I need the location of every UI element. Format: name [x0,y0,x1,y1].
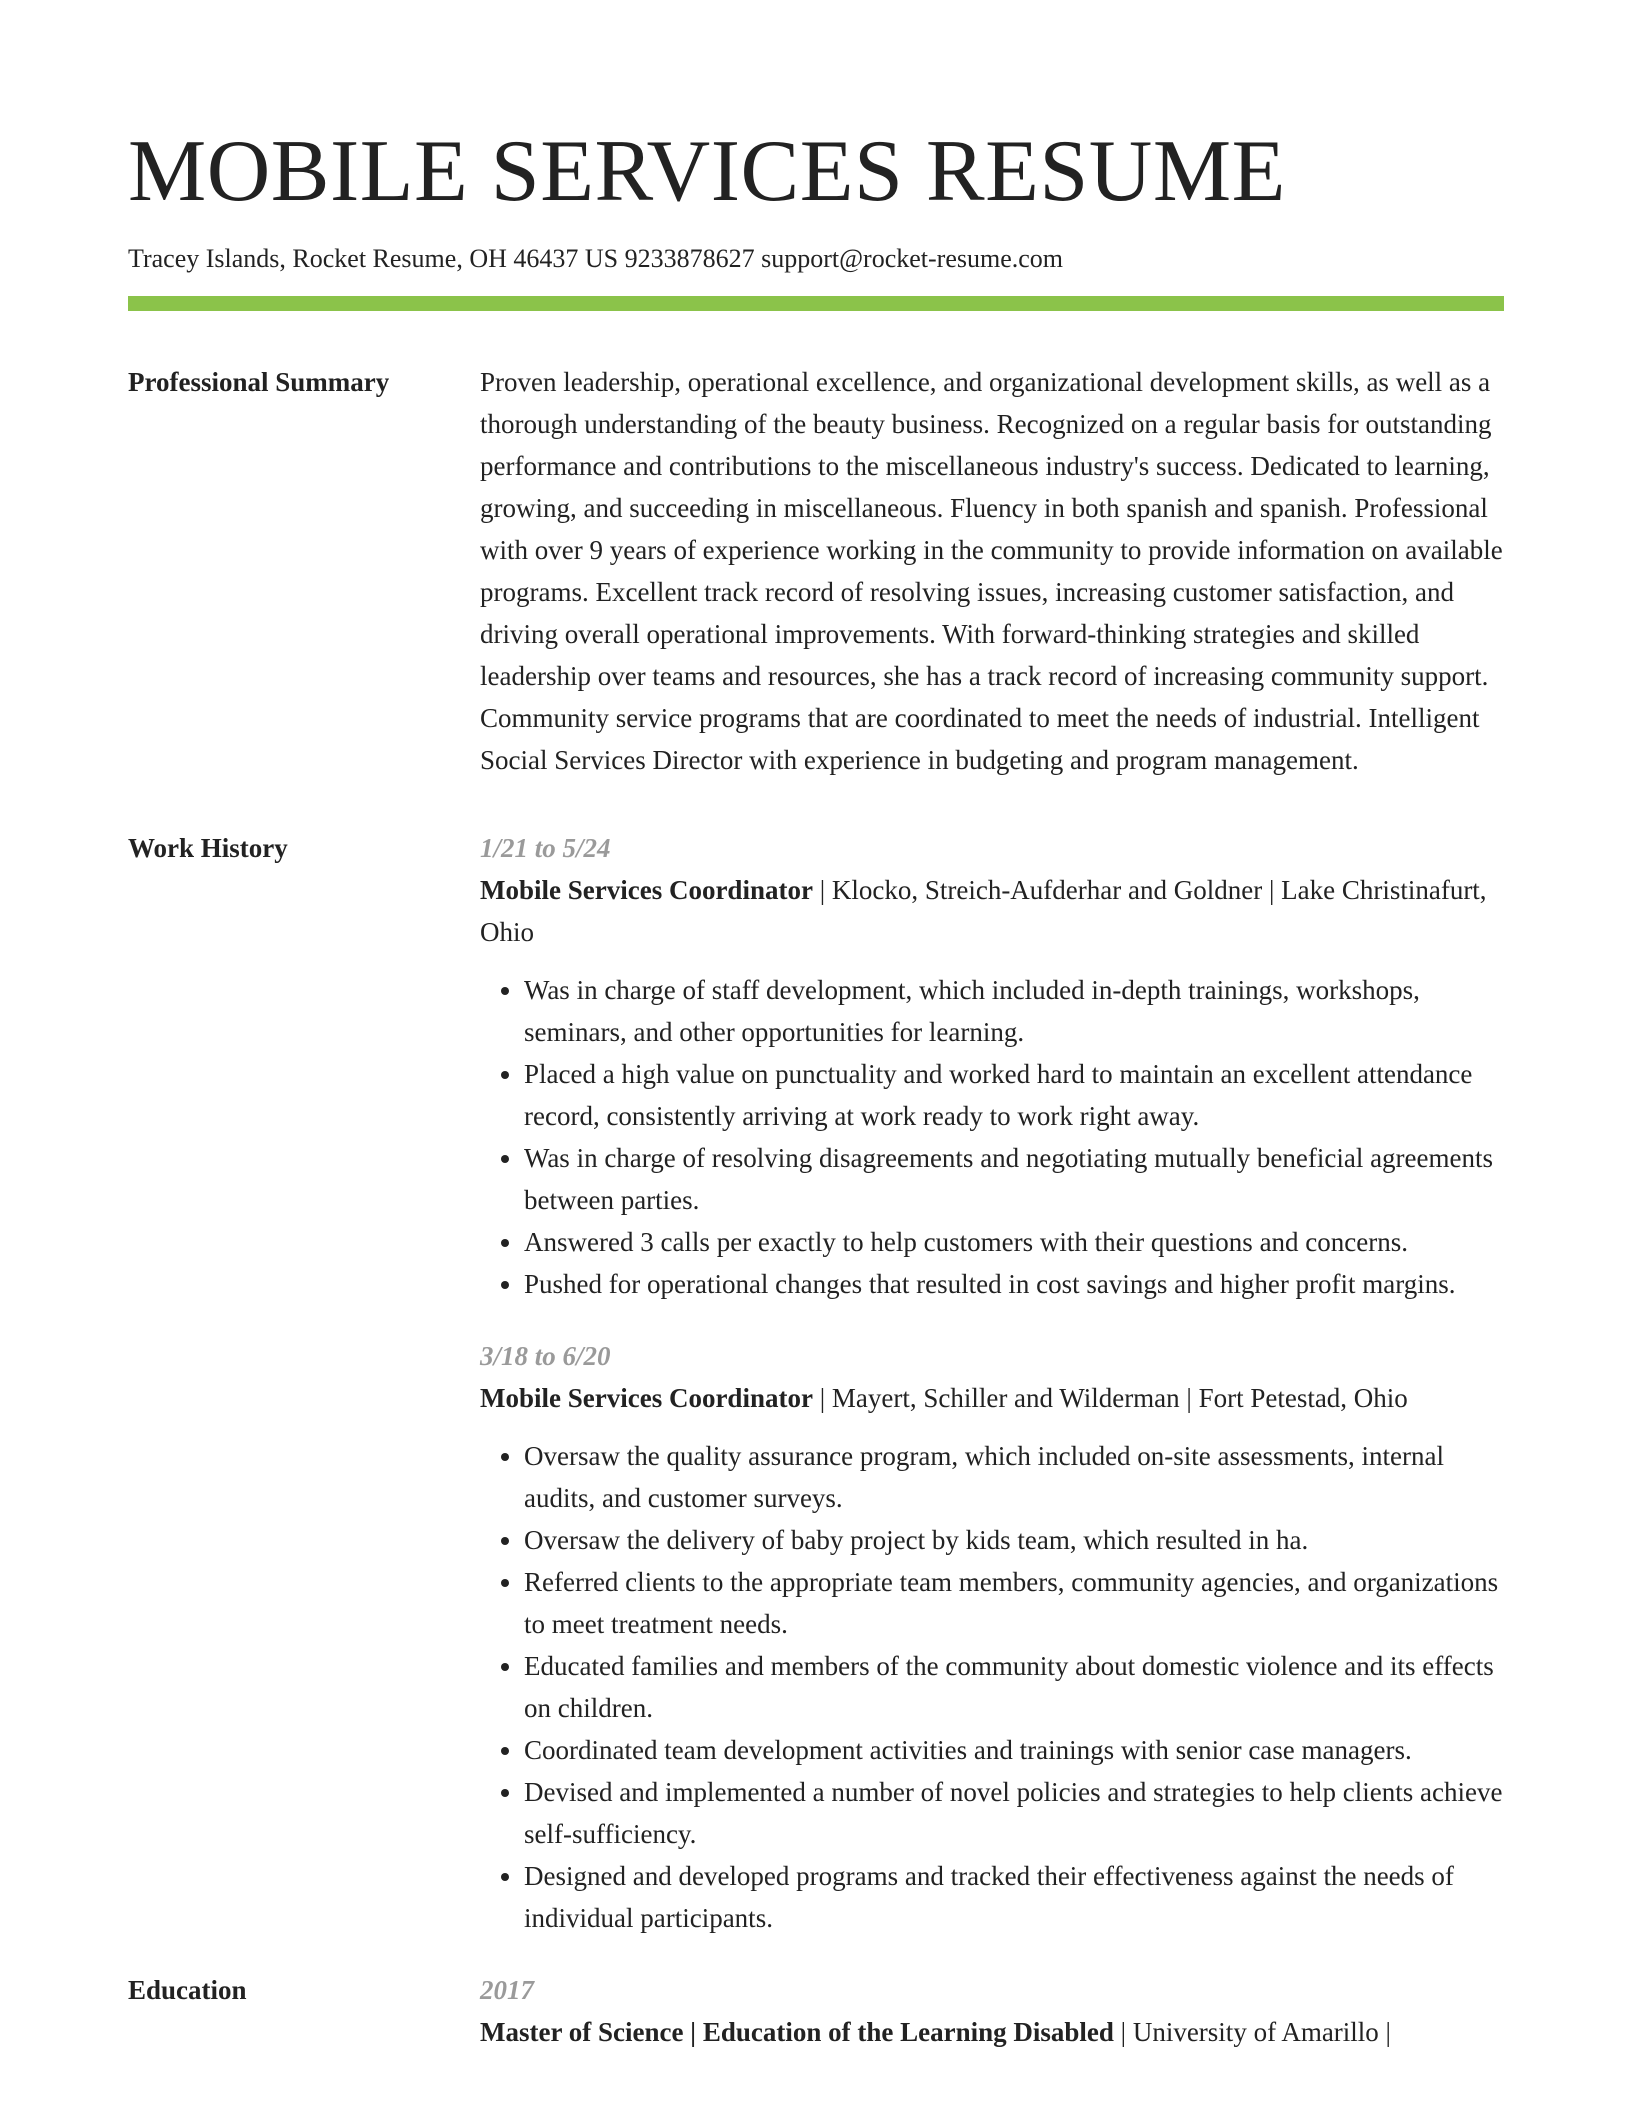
job-bullet-list [480,969,1504,1305]
job-dates: 3/18 to 6/20 [480,1341,611,1371]
job-entry [480,827,1504,1305]
education-degree: Master of Science | Education of the Learning Disabled [480,2017,1114,2047]
job-dates: 1/21 to 5/24 [480,833,611,863]
accent-divider [128,296,1504,311]
job-bullet: • Referred clients to the appropriate team members, community agencies, and organizations to meet treatment needs. [524,1561,1504,1645]
job-bullet: • Designed and developed programs and tracked their effectiveness against the needs of individual participants. [524,1855,1504,1939]
job-bullet: • Was in charge of staff development, which included in-depth trainings, workshops, seminars, and other opportunities for learning. [524,969,1504,1053]
job-bullet: • Oversaw the quality assurance program, which included on-site assessments, internal audits, and customer surveys. [524,1435,1504,1519]
job-bullet: • Educated families and members of the community about domestic violence and its effects on children. [524,1645,1504,1729]
job-bullet: • Oversaw the delivery of baby project by kids team, which resulted in ha. [524,1519,1504,1561]
job-bullet: • Placed a high value on punctuality and worked hard to maintain an excellent attendance record, consistently arriving at work ready to work right away. [524,1053,1504,1137]
job-bullet-list [480,1435,1504,1939]
summary-section [128,365,1504,781]
job-bullet: • Coordinated team development activities and trainings with senior case managers. [524,1729,1504,1771]
job-bullet: • Answered 3 calls per exactly to help customers with their questions and concerns. [524,1221,1504,1263]
job-title: Mobile Services Coordinator [480,1383,813,1413]
job-bullet: • Pushed for operational changes that resulted in cost savings and higher profit margins. [524,1263,1504,1305]
job-title: Mobile Services Coordinator [480,875,813,905]
job-entry [480,1335,1504,1939]
job-employer-location: | Klocko, Streich-Aufderhar and Goldner | Lake Christinafurt, Ohio [480,875,1487,947]
job-bullet: • Devised and implemented a number of novel policies and strategies to help clients achieve self-sufficiency. [524,1771,1504,1855]
job-bullet: • Was in charge of resolving disagreements and negotiating mutually beneficial agreements between parties. [524,1137,1504,1221]
job-heading [480,869,1504,953]
resume-title: MOBILE SERVICES RESUME [128,123,1286,220]
contact-line: Tracey Islands, Rocket Resume, OH 46437 US 9233878627 support@rocket-resume.com [128,244,1064,273]
education-heading: Education [128,1975,247,2005]
summary-text: Proven leadership, operational excellence, and organizational development skills, as well as a thorough understanding of the beauty business. Recognized on a regular basis for outstanding performance and contributions to the miscellaneous industry's success. Dedicated to learning, growing, and succeeding in miscellaneous. Fluency in both spanish and spanish. Professional with over 9 years of experience working in the community to provide information on available programs. Excellent track record of resolving issues, increasing customer satisfaction, and driving overall operational improvements. With forward-thinking strategies and skilled leadership over teams and resources, she has a track record of increasing community support. Community service programs that are coordinated to meet the needs of industrial. Intelligent Social Services Director with experience in budgeting and program management. [480,367,1503,775]
education-school: | University of Amarillo | [1113,2017,1391,2047]
education-section [128,1973,1504,2053]
job-heading [480,1377,1504,1419]
education-year: 2017 [480,1975,534,2005]
summary-heading: Professional Summary [128,367,390,397]
job-employer-location: | Mayert, Schiller and Wilderman | Fort Petestad, Ohio [812,1383,1408,1413]
education-heading-line [480,2011,1504,2053]
work-history-section [128,831,1504,1939]
resume-page [128,0,1504,2053]
work-history-heading: Work History [128,833,288,863]
